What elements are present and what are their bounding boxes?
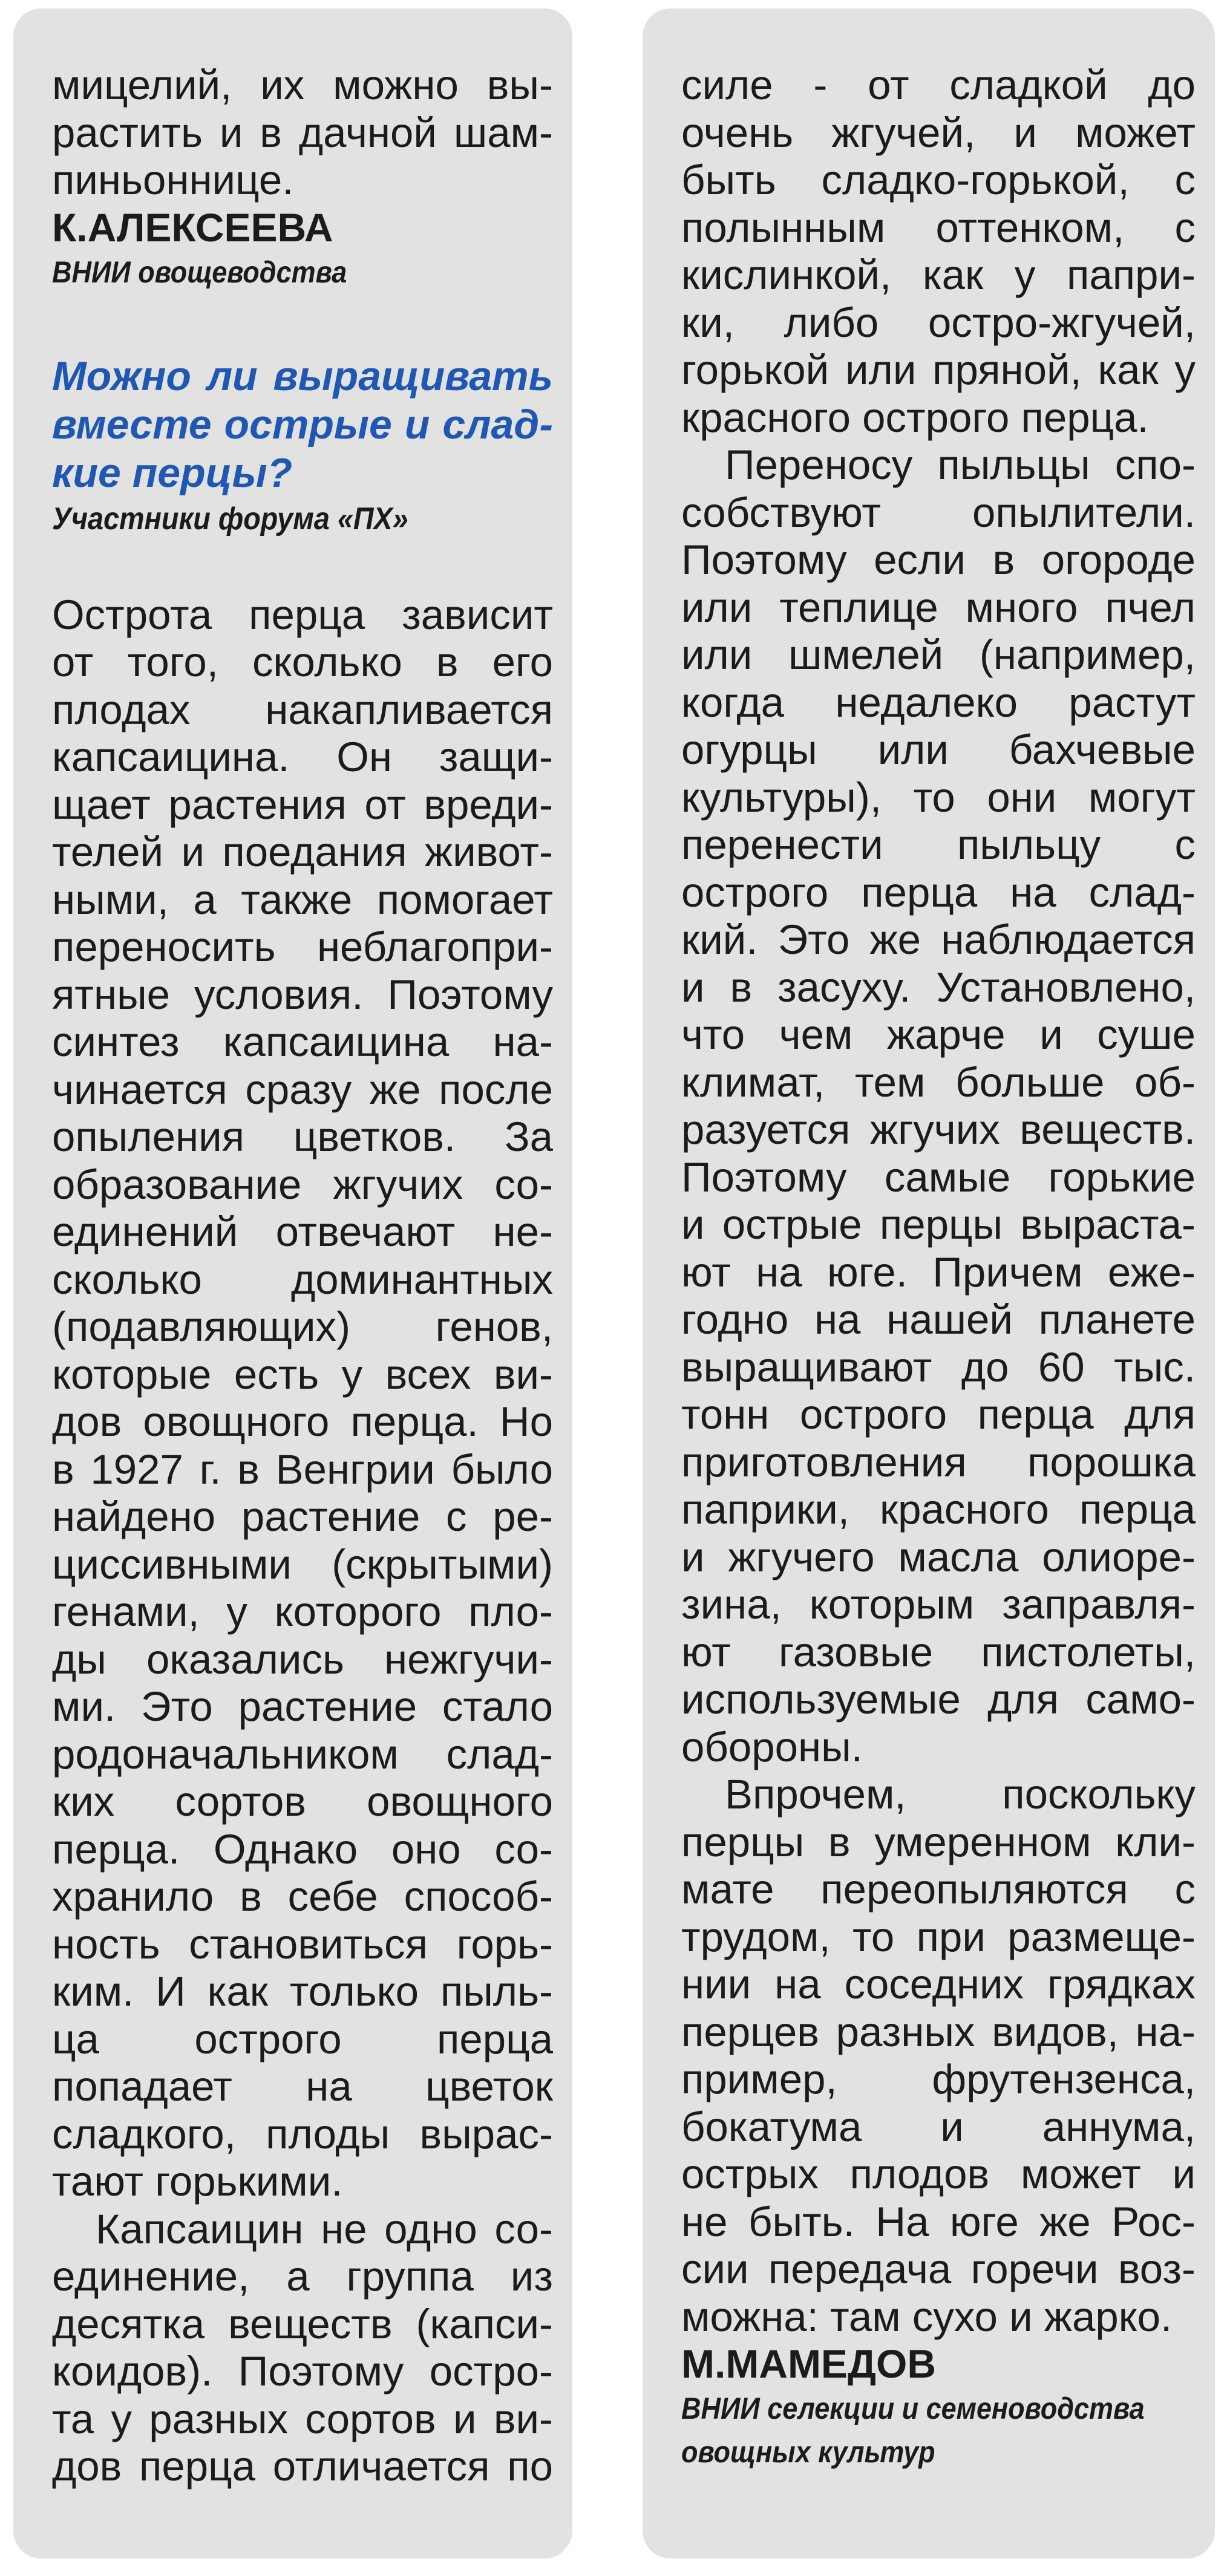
text-line: опыления цветков. За xyxy=(52,1114,553,1160)
text-line: перенести пыльцу с xyxy=(681,821,1196,868)
author-affiliation xyxy=(681,2387,1196,2474)
article-paragraph xyxy=(681,442,1196,1771)
text-line: трудом, то при размеще- xyxy=(681,1913,1196,1960)
text-line: чинается сразу же после xyxy=(52,1066,553,1113)
text-line: пример, фрутензенса, xyxy=(681,2056,1196,2102)
text-line: циссивными (скрытыми) xyxy=(52,1541,553,1588)
text-line: ют на юге. Причем еже- xyxy=(681,1248,1196,1296)
text-line: и жгучего масла олиоре- xyxy=(681,1533,1196,1580)
text-line: ми. Это растение стало xyxy=(52,1683,553,1730)
text-line: обороны. xyxy=(681,1723,863,1770)
text-line: которые есть у всех ви- xyxy=(52,1351,553,1398)
text-line: мате переопыляются с xyxy=(681,1866,1196,1912)
text-line: выращивают до 60 тыс. xyxy=(681,1343,1196,1391)
text-line: перцев разных видов, на- xyxy=(681,2008,1196,2055)
article-paragraph xyxy=(52,592,553,2206)
text-line: ких сортов овощного xyxy=(52,1778,553,1825)
text-line: образование жгучих со- xyxy=(52,1161,553,1208)
text-line: Поэтому если в огороде xyxy=(681,536,1196,583)
text-line: что чем жарче и суше xyxy=(681,1011,1196,1058)
text-line: синтез капсаицина на- xyxy=(52,1019,553,1065)
text-line: растить и в дачной шам- xyxy=(52,109,553,156)
text-line: огурцы или бахчевые xyxy=(681,726,1196,773)
text-line: ды оказались нежгучи- xyxy=(52,1635,553,1683)
text-line: сии передача горечи воз- xyxy=(681,2246,1196,2292)
text-line: ятные условия. Поэтому xyxy=(52,971,553,1018)
text-line: быть сладко-горькой, с xyxy=(681,157,1196,203)
text-line: или теплице много пчел xyxy=(681,584,1196,631)
text-line: острого перца на слад- xyxy=(681,869,1196,916)
text-line: кий. Это же наблюдается xyxy=(681,916,1196,963)
question-line: кие перцы? xyxy=(52,449,293,496)
text-line: щает растения от вреди- xyxy=(52,781,553,828)
text-line: мицелий, их можно вы- xyxy=(52,62,553,108)
text-line: используемые для само- xyxy=(681,1676,1196,1723)
text-line: нии на соседних грядках xyxy=(681,1961,1196,2007)
text-line: генами, у которого пло- xyxy=(52,1588,553,1635)
text-line: дов овощного перца. Но xyxy=(52,1398,553,1445)
text-line: ца острого перца xyxy=(52,2015,553,2062)
text-line: полынным оттенком, с xyxy=(681,204,1196,251)
text-line: коидов). Поэтому остро- xyxy=(52,2348,553,2395)
text-line: пиньоннице. xyxy=(52,157,294,203)
text-line: кислинкой, как у папри- xyxy=(681,252,1196,298)
text-line: приготовления порошка xyxy=(681,1438,1196,1485)
text-line: ными, а также помогает xyxy=(52,876,553,923)
text-line: паприки, красного перца xyxy=(681,1486,1196,1533)
text-line: не быть. На юге же Рос- xyxy=(681,2198,1196,2245)
text-line: перца. Однако оно со- xyxy=(52,1825,553,1873)
text-line: (подавляющих) генов, xyxy=(52,1303,553,1350)
author-name: М.МАМЕДОВ xyxy=(681,2341,936,2386)
text-line: или шмелей (например, xyxy=(681,631,1196,678)
text-line: дов перца отличается по xyxy=(52,2443,553,2490)
text-line: ность становиться горь- xyxy=(52,1920,553,1968)
text-line: и в засуху. Установлено, xyxy=(681,964,1196,1011)
left-column xyxy=(13,8,572,2558)
article-paragraph xyxy=(52,2206,553,2491)
text-line: сладкого, плоды вырас- xyxy=(52,2110,553,2157)
text-line: красного острого перца. xyxy=(681,394,1149,441)
text-line: собствуют опылители. xyxy=(681,489,1196,536)
author-affiliation: ВНИИ овощеводства xyxy=(52,255,347,289)
text-line: тают горькими. xyxy=(52,2158,343,2205)
text-line: Впрочем, поскольку xyxy=(725,1771,1196,1818)
text-line: плодах накапливается xyxy=(52,686,553,733)
right-column xyxy=(643,8,1215,2558)
text-line: климат, тем больше об- xyxy=(681,1058,1196,1106)
text-line: капсаицина. Он защи- xyxy=(52,734,553,780)
text-line: сколько доминантных xyxy=(52,1256,553,1303)
text-line: перцы в умеренном кли- xyxy=(681,1818,1196,1865)
article-paragraph xyxy=(681,62,1196,442)
text-line: Переносу пыльцы спо- xyxy=(725,442,1196,488)
text-line: культуры), то они могут xyxy=(681,774,1196,821)
text-line: силе - от сладкой до xyxy=(681,62,1196,108)
text-line: телей и поедания живот- xyxy=(52,829,553,875)
text-line: попадает на цветок xyxy=(52,2063,553,2110)
text-line: единений отвечают не- xyxy=(52,1208,553,1255)
text-line: ким. И как только пыль- xyxy=(52,1968,553,2015)
text-line: годно на нашей планете xyxy=(681,1296,1196,1343)
text-line: единение, а группа из xyxy=(52,2253,553,2300)
author-name: К.АЛЕКСЕЕВА xyxy=(52,204,333,250)
intro-text xyxy=(52,62,553,204)
article-paragraph xyxy=(681,1771,1196,2341)
text-line: Поэтому самые горькие xyxy=(681,1153,1196,1201)
text-line: Острота перца зависит xyxy=(52,591,553,638)
text-line: тонн острого перца для xyxy=(681,1391,1196,1438)
affiliation-line: ВНИИ селекции и семеноводства xyxy=(681,2392,1145,2425)
text-line: когда недалеко растут xyxy=(681,679,1196,726)
text-line: от того, сколько в его xyxy=(52,639,553,685)
text-line: в 1927 г. в Венгрии было xyxy=(52,1446,553,1493)
text-line: зина, которым заправля- xyxy=(681,1581,1196,1628)
affiliation-line: овощных культур xyxy=(681,2435,935,2469)
text-line: разуется жгучих веществ. xyxy=(681,1106,1196,1153)
text-line: горькой или пряной, как у xyxy=(681,347,1196,393)
text-line: та у разных сортов и ви- xyxy=(52,2395,553,2442)
text-line: найдено растение с ре- xyxy=(52,1493,553,1540)
text-line: Капсаицин не одно со- xyxy=(96,2205,553,2252)
question-line: вместе острые и слад- xyxy=(52,401,553,448)
text-line: бокатума и аннума, xyxy=(681,2103,1196,2150)
text-line: переносить неблагопри- xyxy=(52,924,553,970)
question-heading xyxy=(52,352,553,497)
text-line: и острые перцы выраста- xyxy=(681,1201,1196,1248)
question-source: Участники форума «ПХ» xyxy=(52,501,408,536)
text-line: хранило в себе способ- xyxy=(52,1873,553,1920)
text-line: очень жгучей, и может xyxy=(681,109,1196,156)
question-line: Можно ли выращивать xyxy=(52,353,553,399)
text-line: родоначальником слад- xyxy=(52,1730,553,1778)
text-line: можна: там сухо и жарко. xyxy=(681,2293,1173,2340)
text-line: десятка веществ (капси- xyxy=(52,2300,553,2347)
text-line: ки, либо остро-жгучей, xyxy=(681,299,1196,346)
text-line: ют газовые пистолеты, xyxy=(681,1628,1196,1675)
text-line: острых плодов может и xyxy=(681,2151,1196,2197)
